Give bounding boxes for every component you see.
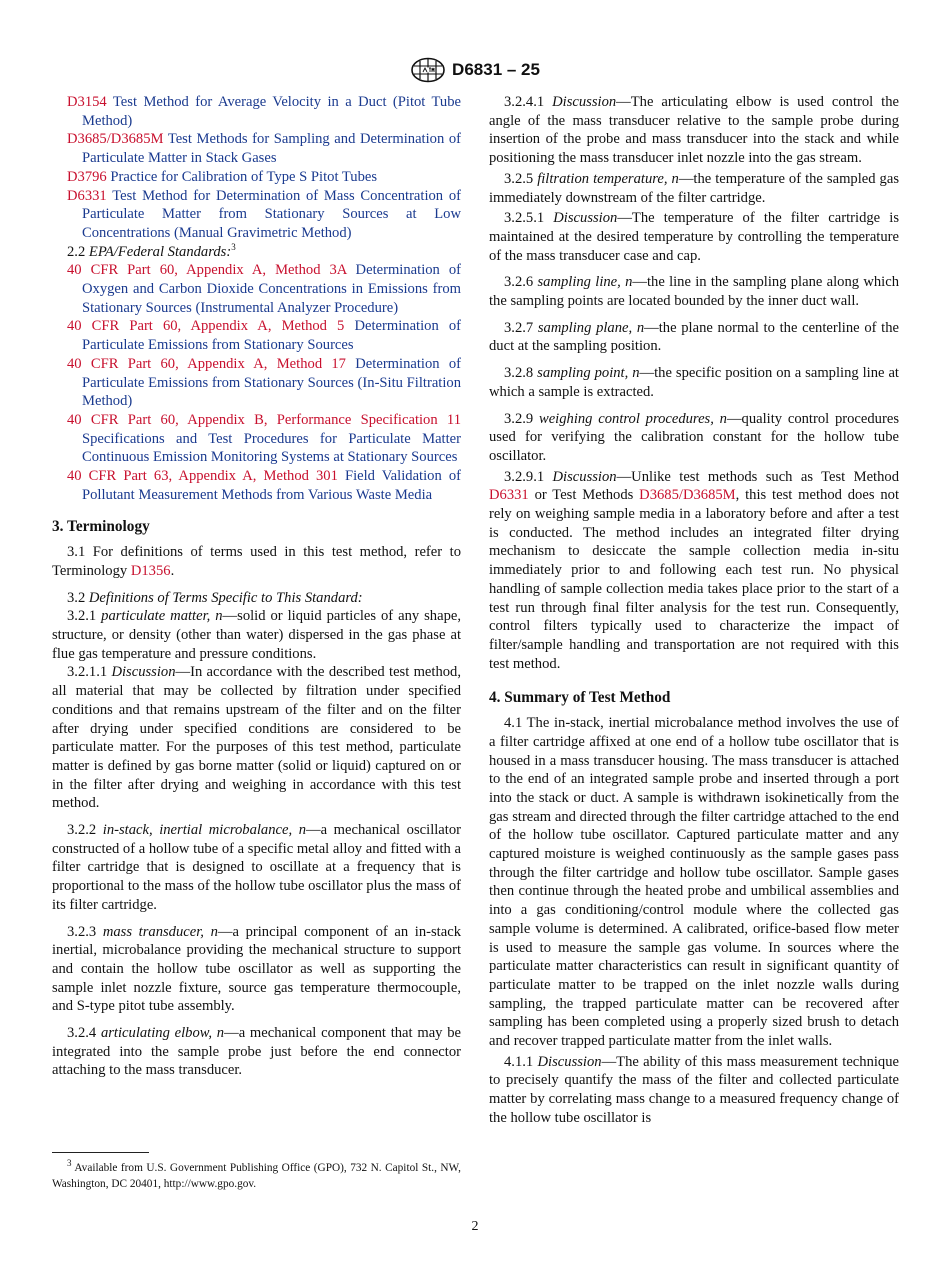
epa-code-link[interactable]: 40 CFR Part 60, Appendix B, Performance Specification 11 — [67, 411, 461, 428]
defined-term: filtration temperature, n — [537, 170, 679, 187]
epa-reference-item — [52, 261, 461, 317]
discussion-text: —The temperature of the filter cartridge is maintained at the desired temperature by controlling the temperature of the mass transducer case and cap. — [489, 210, 899, 264]
section-number: 3.2.5 — [504, 170, 538, 187]
definition-3-2-4 — [52, 1024, 461, 1080]
section-title: EPA/Federal Standards: — [88, 243, 232, 260]
discussion-4-1-1 — [489, 1053, 899, 1128]
footnote — [52, 1160, 461, 1192]
epa-title-link[interactable]: Determination of Particulate Emissions from Stationary Sources (In-Situ Filtration Method) — [82, 355, 461, 410]
discussion-label: Discussion — [552, 94, 617, 110]
section-number: 3.2.7 — [504, 319, 538, 336]
discussion-text: —The ability of this mass measurement technique to precisely quantify the mass of the filter and collected particulate matter by correlating mass change to a measured frequency change of the hollow tube oscillator is — [489, 1053, 900, 1126]
epa-code-link[interactable]: 40 CFR Part 60, Appendix A, Method 5 — [67, 318, 345, 335]
discussion-3-2-4-1 — [489, 93, 899, 168]
footnote-marker[interactable]: 3 — [231, 241, 236, 252]
reference-title-link[interactable]: Test Method for Average Velocity in a Duct (Pitot Tube Method) — [82, 94, 462, 129]
epa-reference-item — [52, 317, 461, 354]
section-number: 2.2 — [67, 243, 86, 260]
discussion-text: , this test method does not rely on weighing sample media in a laboratory before and after a test is conducted. The method includes an integrated filter drying mechanism to desiccate the sample collection media in-situ immediately prior to and following each test run. No physical handling of sample collection media takes place prior to the start of a test run through final filter analysis for the test run. Consequently, control filters typically used to characterize the impact of filter/sample handling and transportation are not required with this test method. — [489, 487, 899, 672]
discussion-text: —In accordance with the described test method, all material that may be collected by filtration under specified conditions and that remains upstream of the filter and on the filter after drying under specified conditions are considered to be particulate matter. For the purposes of this test method, particulate matter is defined by gas borne matter (solid or liquid) captured on or in the filter after drying and weighing in accordance with this test method. — [52, 664, 462, 812]
astm-logo-icon — [410, 57, 446, 83]
reference-item — [52, 168, 461, 187]
definition-3-2-8 — [489, 364, 899, 401]
section-heading-summary: 4. Summary of Test Method — [489, 689, 671, 707]
definition-3-2-7 — [489, 319, 899, 356]
section-number: 3.2.9 — [504, 410, 539, 427]
definition-text: —a principal component of an in-stack inertial, microbalance providing the mechanical structure to support and contain the hollow tube oscillator as well as supporting the sample inlet nozzle fixture, source gas temperature thermocouple, and S-type pitot tube assembly. — [52, 923, 461, 1015]
defined-term: particulate matter, n — [101, 608, 223, 625]
section-number: 3.2.4.1 — [504, 94, 553, 110]
section-heading-terminology: 3. Terminology — [52, 518, 150, 536]
defined-term: mass transducer, n — [102, 923, 218, 940]
section-number: 3.2.4 — [67, 1025, 101, 1042]
section-number: 3.2.2 — [67, 822, 103, 839]
epa-heading — [52, 243, 461, 262]
reference-code-link[interactable]: D3685/D3685M — [67, 131, 164, 148]
defined-term: sampling point, n — [537, 365, 640, 382]
epa-code-link[interactable]: 40 CFR Part 63, Appendix A, Method 301 — [67, 468, 338, 485]
reference-item — [52, 187, 461, 243]
defined-term: weighing control procedures, n — [538, 410, 727, 427]
definition-3-2-5 — [489, 170, 899, 207]
defined-term: sampling line, n — [537, 274, 633, 291]
defined-term: in-stack, inertial microbalance, n — [102, 822, 306, 839]
reference-title-link[interactable]: Test Method for Determination of Mass Concentration of Particulate Matter from Stationary Sources at Low Concentrations (Manual Gravimetric Method) — [82, 187, 461, 241]
paragraph-text: 3.1 For definitions of terms used in this test method, refer to Terminology — [52, 544, 461, 579]
section-number: 3.2.6 — [504, 274, 538, 291]
defined-term: articulating elbow, n — [100, 1025, 225, 1042]
reference-code-link[interactable]: D6331 — [67, 187, 107, 204]
epa-code-link[interactable]: 40 CFR Part 60, Appendix A, Method 3A — [67, 262, 347, 279]
section-number: 3.2 — [67, 589, 89, 606]
section-number: 3.2.9.1 — [504, 468, 553, 485]
epa-title-link[interactable]: Field Validation of Pollutant Measurement Methods from Various Waste Media — [82, 468, 461, 503]
footnote-divider — [52, 1152, 149, 1153]
page-number: 2 — [471, 1219, 479, 1234]
reference-title-link[interactable]: Test Methods for Sampling and Determination of Particulate Matter in Stack Gases — [82, 131, 461, 167]
definition-text: —quality control procedures used for verifying the calibration constant for the hollow tube oscillator. — [489, 410, 899, 464]
epa-reference-item — [52, 355, 461, 411]
reference-title-link[interactable]: Practice for Calibration of Type S Pitot Tubes — [110, 168, 378, 185]
reference-item — [52, 130, 461, 167]
section-number: 3.2.1 — [67, 608, 102, 625]
epa-reference-item — [52, 467, 461, 504]
definition-3-2-1 — [52, 607, 461, 663]
epa-reference-item — [52, 411, 461, 467]
paragraph-3-1 — [52, 543, 461, 580]
discussion-3-2-9-1 — [489, 468, 899, 674]
left-column — [52, 93, 461, 1080]
discussion-3-2-5-1 — [489, 209, 899, 265]
definition-text: —the specific position on a sampling line at which a sample is extracted. — [489, 365, 899, 400]
d6331-link[interactable]: D6331 — [489, 487, 529, 504]
definition-text: —solid or liquid particles of any shape, structure, or density (other than water) dispersed in the gas phase at flue gas temperature and pressure conditions. — [52, 608, 461, 662]
discussion-text: or Test Methods — [528, 487, 640, 504]
section-number: 3.2.3 — [67, 923, 103, 940]
section-title: Definitions of Terms Specific to This Standard: — [88, 589, 363, 606]
paragraph-3-2 — [52, 589, 461, 608]
epa-title-link[interactable]: Determination of Oxygen and Carbon Dioxide Concentrations in Emissions from Stationary Sources (Instrumental Analyzer Procedure) — [82, 262, 461, 316]
definition-3-2-2 — [52, 821, 461, 915]
right-column — [489, 93, 899, 1128]
paragraph-text: . — [170, 562, 175, 579]
footnote-text — [52, 1160, 461, 1192]
definition-3-2-9 — [489, 410, 899, 466]
definition-text: —the line in the sampling plane along which the sampling points are located bounded by the inner duct wall. — [489, 274, 899, 310]
definition-3-2-6 — [489, 273, 899, 310]
page-header — [0, 56, 950, 84]
footnote-body: Available from U.S. Government Publishing Office (GPO), 732 N. Capitol St., NW, Washington, DC 20401, http://www.gpo.gov. — [52, 1162, 461, 1190]
reference-code-link[interactable]: D3796 — [67, 168, 107, 185]
discussion-label: Discussion — [111, 664, 176, 681]
discussion-3-2-1-1 — [52, 663, 461, 813]
reference-item — [52, 93, 461, 130]
d1356-link[interactable]: D1356 — [130, 562, 171, 579]
definition-text: —the temperature of the sampled gas immediately downstream of the filter cartridge. — [489, 170, 899, 206]
section-number: 3.2.1.1 — [67, 664, 112, 681]
paragraph-4-1: 4.1 The in-stack, inertial microbalance method involves the use of a filter cartridge affixed at one end of a hollow tube oscillator that is housed in a mass transducer housing. The mass transducer is attached to the end of an integrated sample probe and inserted through a port into the stack or duct. A sample is withdrawn isokinetically from the gas stream and directed through the filter cartridge attached to the end of the hollow tube oscillator. Captured particulate matter and any captured moisture is weighed continuously as the sample gases pass through the filter cartridge and hollow tube oscillator. Sample gases then continue through the heated probe and umbilical assemblies and into a gas conditioning/control module where the collected gas sample volume is determined. A calibrated, orifice-based flow meter is used to measure the sample gas volume. In sources where the particulate matter characteristics can result in significant quantity of particulate matter to be trapped on the inlet nozzle walls during sampling, the trapped particulate matter can be recovered after sampling has been completed using a properly sized brush to detach and recover trapped particulate matter from the inlet walls. — [489, 715, 899, 1050]
epa-code-link[interactable]: 40 CFR Part 60, Appendix A, Method 17 — [67, 355, 346, 372]
section-number: 3.2.5.1 — [504, 210, 554, 227]
definition-text: —the plane normal to the centerline of the duct at the sampling position. — [489, 319, 899, 355]
defined-term: sampling plane, n — [537, 319, 645, 336]
d3685-link[interactable]: D3685/D3685M — [639, 487, 736, 504]
discussion-label: Discussion — [552, 468, 617, 485]
discussion-text: —The articulating elbow is used control the angle of the mass transducer relative to the sample probe during insertion of the probe and mass transducer into the stack and while positioning the mass transducer inlet nozzle into the gas stream. — [489, 94, 900, 167]
definition-text: —a mechanical component that may be integrated into the sample probe just before the end connector attaching to the mass transducer. — [52, 1025, 461, 1079]
section-number: 4.1.1 — [504, 1053, 538, 1070]
epa-title-link[interactable]: Determination of Particulate Emissions from Stationary Sources — [82, 318, 461, 354]
standard-designation: D6831 – 25 — [452, 60, 540, 79]
discussion-text: —Unlike test methods such as Test Method — [616, 468, 900, 485]
definition-text: —a mechanical oscillator constructed of a hollow tube of a specific metal alloy and fitted with a filter cartridge that is designed to oscillate at a frequency that is proportional to the mass of the hollow tube oscillator plus the mass of its filter cartridge. — [52, 822, 461, 913]
discussion-label: Discussion — [537, 1053, 602, 1070]
epa-title-link[interactable]: Specifications and Test Procedures for Particulate Matter Continuous Emission Monitoring Systems at Stationary Sources — [82, 430, 461, 466]
footnote-mark: 3 — [67, 1158, 72, 1169]
reference-code-link[interactable]: D3154 — [67, 94, 107, 110]
section-number: 3.2.8 — [504, 365, 538, 382]
discussion-label: Discussion — [553, 210, 618, 227]
definition-3-2-3 — [52, 923, 461, 1017]
